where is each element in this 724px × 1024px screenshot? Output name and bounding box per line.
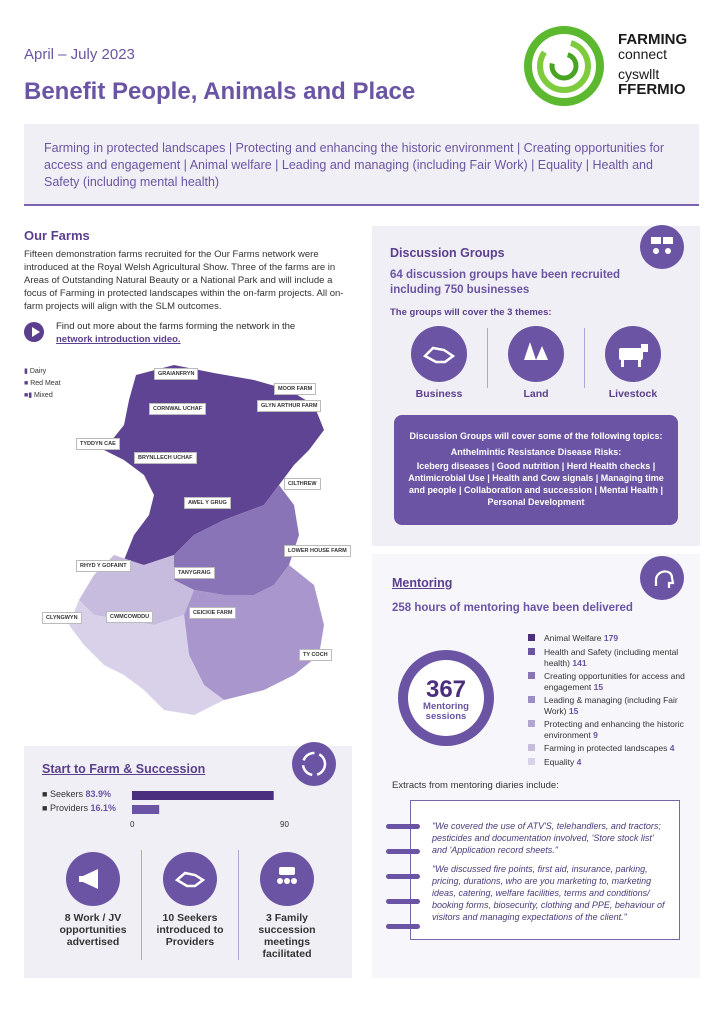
mentoring-item: Leading & managing (including Fair Work) 15 [528, 695, 688, 716]
theme-livestock: Livestock [608, 388, 658, 400]
play-video-icon[interactable] [24, 322, 44, 342]
wales-farm-map [24, 355, 360, 725]
binder-ring [386, 874, 420, 879]
legend-dairy: ▮ Dairy [24, 368, 47, 375]
cow-icon [605, 326, 661, 382]
farm-label: LOWER HOUSE FARM [284, 545, 351, 557]
find-text: Find out more about the farms forming the network in the [56, 321, 296, 332]
binder-ring [386, 824, 420, 829]
topics-box [394, 415, 678, 525]
farm-label: MOOR FARM [274, 383, 316, 395]
mentoring-item: Creating opportunities for access and engagement 15 [528, 671, 688, 692]
stat-seekers-introduced: 10 Seekers introduced to Providers [156, 912, 224, 948]
axis-max: 90 [280, 820, 289, 829]
megaphone-icon [66, 852, 120, 906]
farm-label: RHYD Y GOFAINT [76, 560, 131, 572]
mentoring-subheading: 258 hours of mentoring have been delivered [392, 602, 633, 614]
report-date: April – July 2023 [24, 46, 135, 63]
farm-label: TY COCH [299, 649, 332, 661]
theme-land: Land [523, 388, 549, 400]
topics-sub: Anthelmintic Resistance Disease Risks: [450, 447, 622, 457]
farm-label: BRYNLLECH UCHAF [134, 452, 197, 464]
network-video-link[interactable]: network introduction video. [56, 334, 181, 345]
page-title: Benefit People, Animals and Place [24, 78, 416, 105]
start-to-farm-heading: Start to Farm & Succession [42, 762, 206, 776]
handshake-icon [163, 852, 217, 906]
binder-ring [386, 924, 420, 929]
farm-label: CWMCOWDDU [106, 611, 153, 623]
farm-label: CORNWAL UCHAF [149, 403, 206, 415]
farm-label: CLYNGWYN [42, 612, 82, 624]
logo-line-3: cyswllt [618, 66, 660, 82]
discussion-groups-heading: Discussion Groups [390, 246, 505, 260]
mentoring-item: Health and Safety (including mental health) 141 [528, 647, 688, 668]
stat-succession-meetings: 3 Family succession meetings facilitated [258, 912, 316, 960]
family-meeting-icon [260, 852, 314, 906]
themes-intro: The groups will cover the 3 themes: [390, 307, 552, 318]
binder-ring [386, 899, 420, 904]
farm-label: TYDDYN CAE [76, 438, 120, 450]
legend-red-meat: ■ Red Meat [24, 380, 61, 387]
find-out-more [56, 320, 295, 346]
swirl-logo-icon [522, 24, 612, 108]
trees-icon [508, 326, 564, 382]
mentoring-quote: "We discussed fire points, first aid, insurance, parking, pricing, durations, who are you marketing to, marketing ideas, catering, welfare facilities, terms and conditions/ booking forms, biosecurity, clothing and PPE, behaviour of visitors and managing expectations of the client." [432, 864, 665, 922]
mentoring-item: Animal Welfare 179 [528, 633, 688, 644]
farm-label: TANYGRAIG [174, 567, 215, 579]
farm-label: CEICKIE FARM [189, 607, 236, 619]
themes-banner [24, 124, 699, 206]
binder-ring [386, 849, 420, 854]
bar-label-seekers: ■ Seekers 83.9% [42, 789, 112, 799]
legend-mixed: ■▮ Mixed [24, 392, 53, 399]
mentoring-item: Equality 4 [528, 757, 688, 768]
head-mind-icon [640, 556, 684, 600]
farm-label: GLYN ARTHUR FARM [257, 400, 321, 412]
handshake-icon [411, 326, 467, 382]
logo-line-1: FARMING [618, 31, 688, 48]
farm-label: GRAIANFRYN [154, 368, 198, 380]
mentoring-item: Protecting and enhancing the historic environment 9 [528, 719, 688, 740]
discussion-icon [640, 225, 684, 269]
donut-label: Mentoring sessions [423, 701, 469, 722]
topics-title: Discussion Groups will cover some of the following topics: [409, 431, 663, 441]
stat-work-opportunities: 8 Work / JV opportunities advertised [59, 912, 127, 948]
logo-line-4: FFERMIO [618, 81, 686, 98]
bar-seekers [132, 791, 274, 800]
bar-label-providers: ■ Providers 16.1% [42, 803, 116, 813]
extracts-title: Extracts from mentoring diaries include: [392, 780, 559, 791]
discussion-groups-subheading: 64 discussion groups have been recruited including 750 businesses [390, 269, 621, 296]
axis-min: 0 [130, 820, 135, 829]
mentoring-quote: "We covered the use of ATV'S, telehandlers, and tractors; pesticides and documentation involved, 'Store stock list' and 'Application record sheets." [432, 821, 661, 855]
recycle-icon [292, 742, 336, 786]
our-farms-heading: Our Farms [24, 228, 90, 243]
banner-text: Farming in protected landscapes | Protecting and enhancing the historic environment | Creating opportunities for access and engagement | Animal welfare | Leading and managing (including Fair Work) | Equality | Health and Safety (including mental health) [44, 141, 665, 189]
logo-line-2: connect [618, 46, 668, 62]
theme-business: Business [415, 388, 463, 400]
donut-number: 367 [425, 676, 467, 703]
topics-body: Iceberg diseases | Good nutrition | Herd Health checks | Antimicrobial Use | Health and Cow signals | Managing time and people | Collaboration and succession | Mental Health | Personal Development [408, 461, 664, 507]
map-legend [24, 366, 61, 402]
farm-label: CILTHREW [284, 478, 321, 490]
farming-connect-logo [522, 24, 712, 108]
bar-providers [132, 805, 159, 814]
mentoring-item: Farming in protected landscapes 4 [528, 743, 688, 754]
farm-label: AWEL Y GRUG [184, 497, 231, 509]
our-farms-paragraph: Fifteen demonstration farms recruited for the Our Farms network were introduced at the Royal Welsh Agricultural Show. Three of the farms are in Areas of Outstanding Natural Beauty or a National Park and will include a focus of Farming in protected landscapes within the on-farm projects. All on-farm projects will align with the SLM outcomes. [24, 249, 344, 312]
mentoring-heading: Mentoring [392, 576, 453, 590]
